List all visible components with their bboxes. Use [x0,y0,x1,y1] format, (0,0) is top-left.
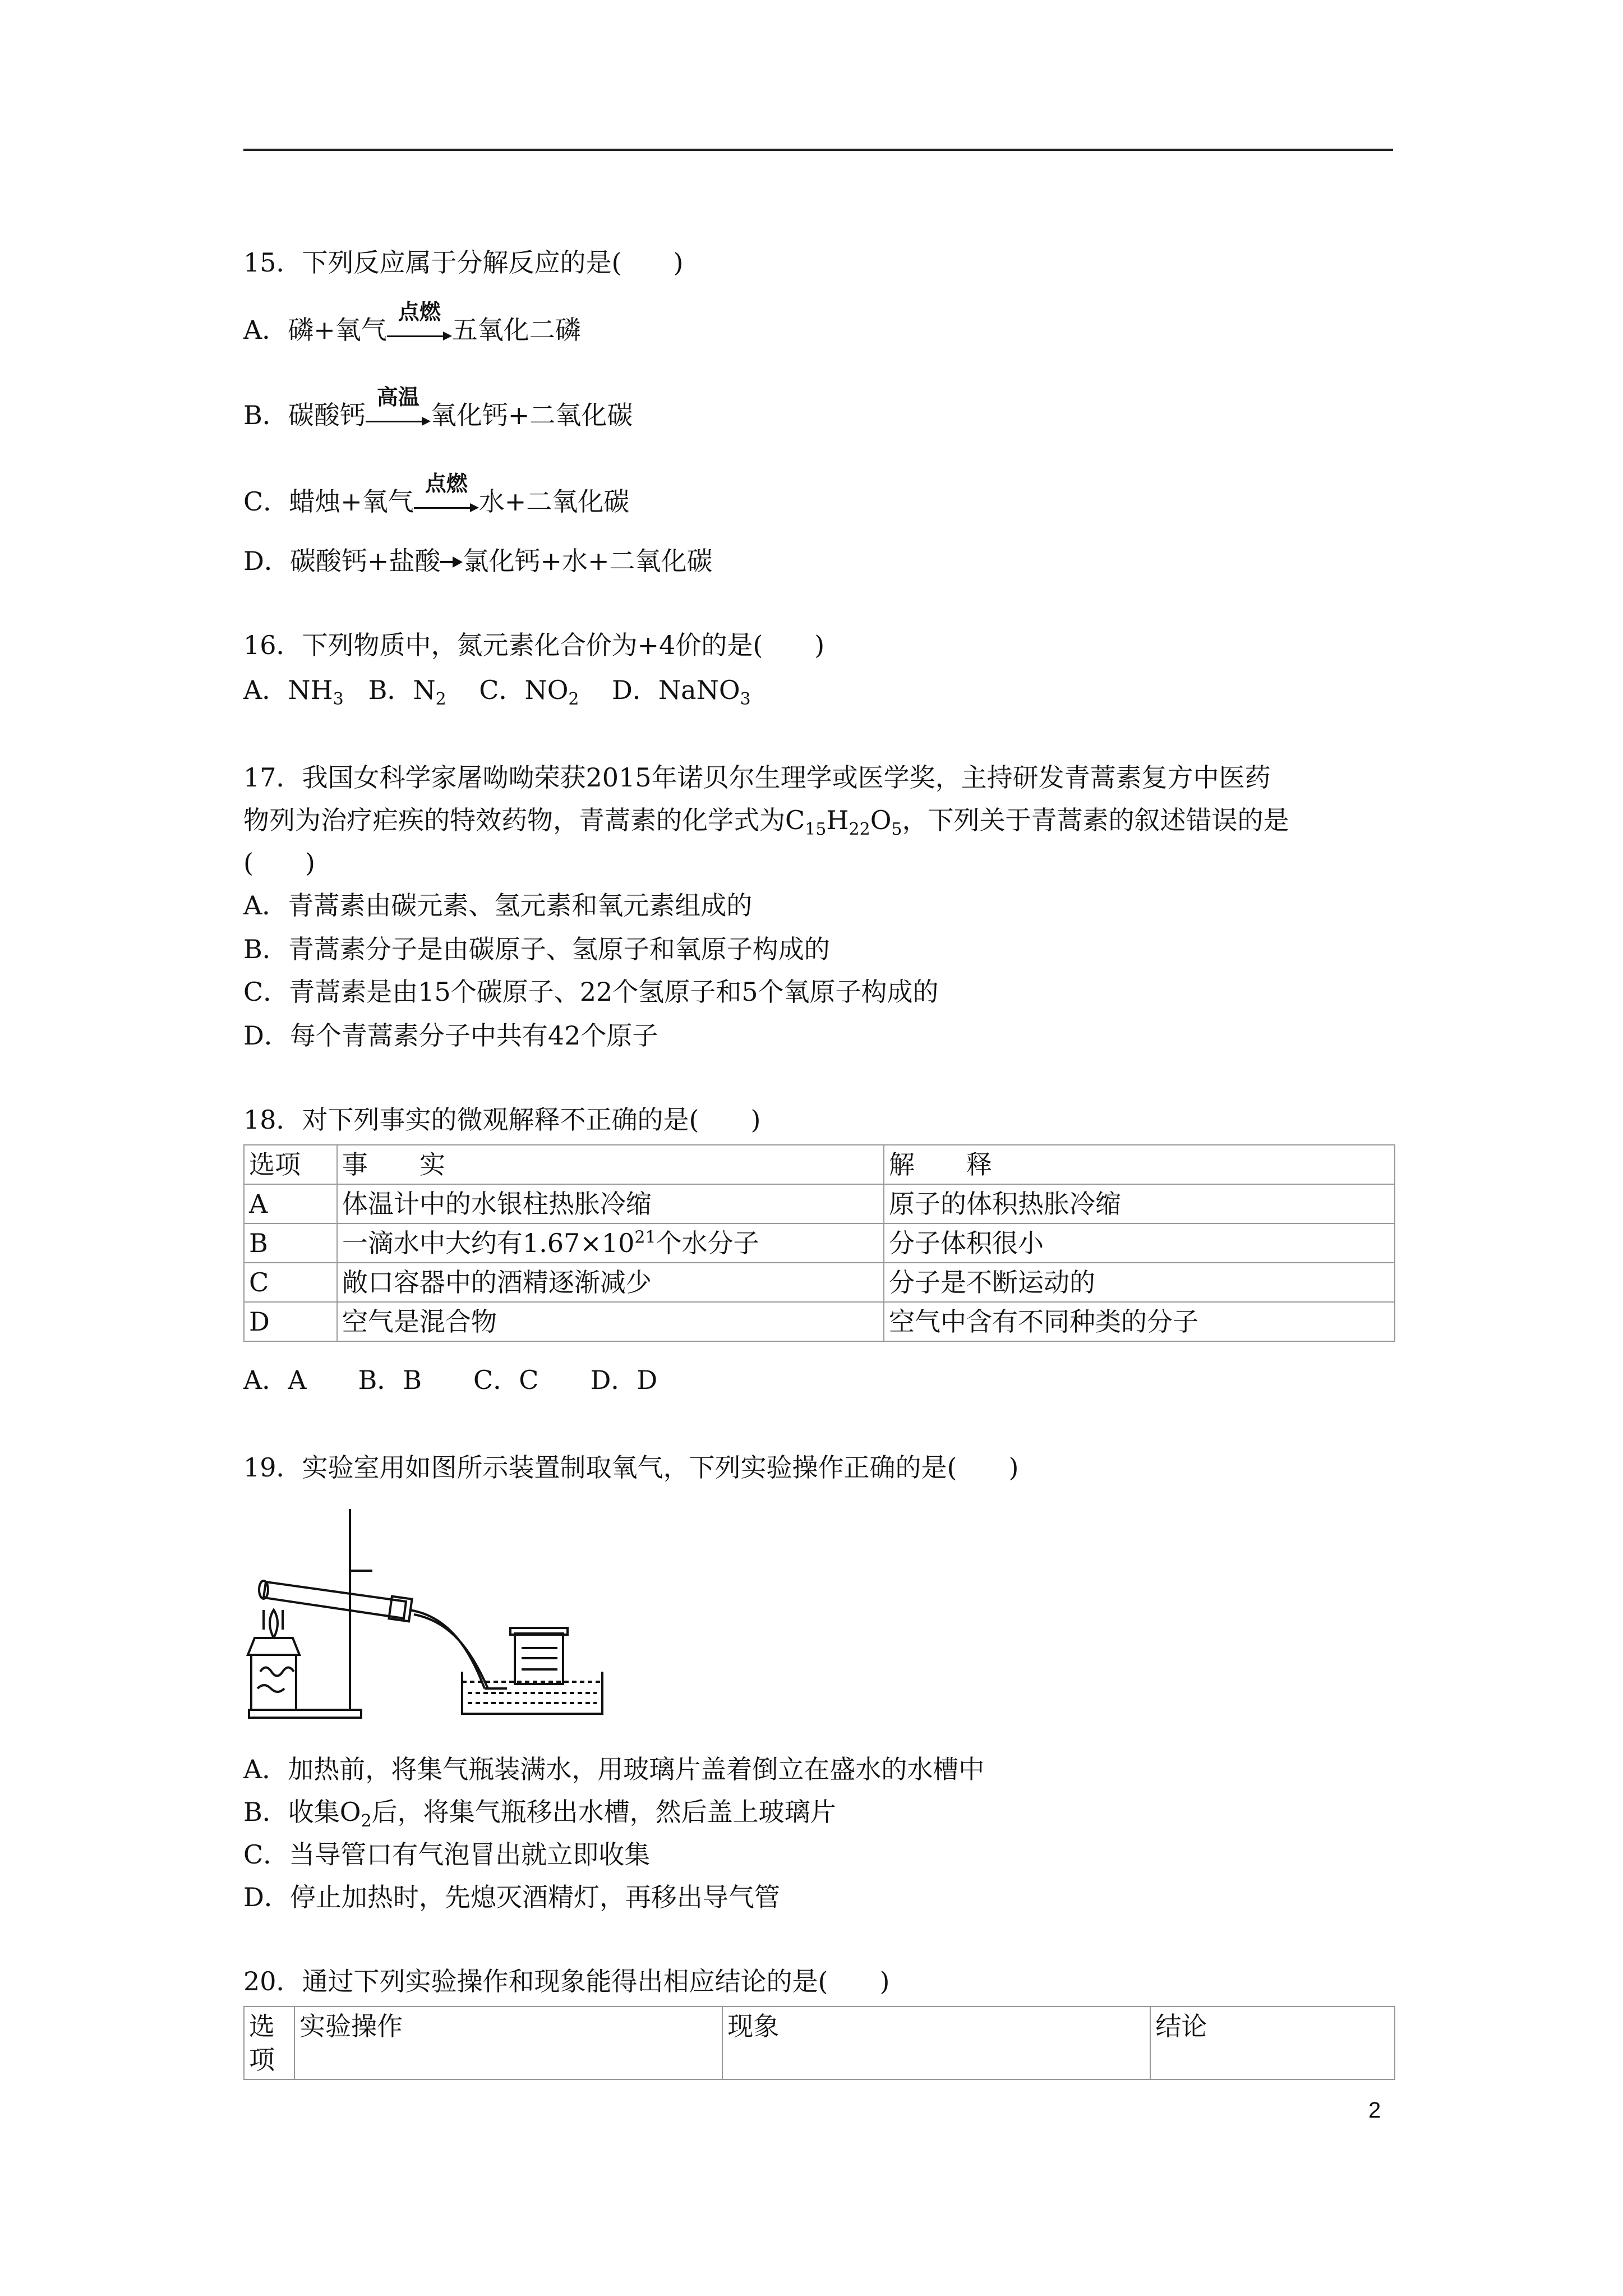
q17-option-a: A．青蒿素由碳元素、氢元素和氧元素组成的 [243,890,753,921]
table-cell: 空气中含有不同种类的分子 [884,1302,1395,1341]
q19-option-c: C．当导管口有气泡冒出就立即收集 [243,1839,651,1870]
q19-option-a: A．加热前，将集气瓶装满水，用玻璃片盖着倒立在盛水的水槽中 [243,1754,985,1784]
q17-option-b: B．青蒿素分子是由碳原子、氢原子和氧原子构成的 [243,934,830,964]
q15-stem: 15．下列反应属于分解反应的是( ) [243,247,684,278]
table-row [244,1184,1395,1223]
table-cell: A [244,1184,337,1223]
page-number: 2 [1368,2098,1381,2123]
products: 五氧化二磷 [451,315,581,345]
table-cell: 原子的体积热胀冷缩 [884,1184,1395,1223]
q17-option-c: C．青蒿素是由15个碳原子、22个氢原子和5个氧原子构成的 [243,977,939,1007]
reaction-arrow-icon [366,385,431,432]
header-rule [243,149,1393,151]
q18-stem: 18．对下列事实的微观解释不正确的是( ) [243,1105,761,1135]
reaction-condition: 点燃 [398,300,441,324]
option-label: D． [243,546,290,576]
q18-table [243,1144,1395,1342]
table-header-row [244,1145,1395,1184]
table-cell: 空气是混合物 [337,1302,884,1341]
q15-option-b [243,385,633,432]
oxygen-apparatus-diagram [243,1503,737,1728]
q15-option-c [243,471,630,518]
reaction-condition: 点燃 [425,471,468,496]
q17-stem-line3: ( ) [243,848,315,878]
option-label: A． [243,315,288,345]
table-row [244,1263,1395,1302]
q19-option-d: D．停止加热时，先熄灭酒精灯，再移出导气管 [243,1882,780,1912]
table-cell: 分子体积很小 [884,1223,1395,1263]
table-header-row [244,2007,1395,2079]
table-cell: 一滴水中大约有$1.67\times 10^{21}$个水分子 [337,1223,884,1263]
option-label: B． [243,400,288,430]
option-label: C． [243,486,289,517]
q17-stem-line2: 物列为治疗疟疾的特效药物，青蒿素的化学式为$C_{15}H_{22}O_5$，下列关于青蒿素的叙述错误的是 [243,805,1289,840]
reactants: 磷+氧气 [288,315,387,345]
header-cell: 现象 [722,2007,1150,2079]
table-cell: 敞口容器中的酒精逐渐减少 [337,1263,884,1302]
q16-option-a: A．$NH_3$ [243,675,344,710]
reactants: 蜡烛+氧气 [289,486,414,517]
reactants: 碳酸钙+盐酸 [289,546,441,576]
products: 水+二氧化碳 [478,486,630,517]
q16-option-d: D．NaNO$_3$ [612,675,751,710]
reaction-arrow-icon [387,300,452,347]
q15-option-a [243,300,581,347]
reaction-arrow-icon [440,544,463,578]
header-cell: 事 实 [337,1145,884,1184]
products: 氯化钙+水+二氧化碳 [463,546,713,576]
q20-stem: 20．通过下列实验操作和现象能得出相应结论的是( ) [243,1966,890,1996]
table-cell: 体温计中的水银柱热胀冷缩 [337,1184,884,1223]
header-cell: 结论 [1150,2007,1395,2079]
header-cell: 选项 [244,1145,337,1184]
q17-option-d: D．每个青蒿素分子中共有42个原子 [243,1020,658,1051]
reaction-arrow-icon [414,471,479,518]
table-cell: B [244,1223,337,1263]
header-cell: 实验操作 [294,2007,722,2079]
reactants: 碳酸钙 [288,400,366,430]
q16-stem: 16．下列物质中，氮元素化合价为+4价的是( ) [243,630,825,660]
q18-answer-options: A．A B．B C．C D．D [243,1365,658,1395]
q16-option-b: B．$N_2$ [368,675,446,710]
reaction-condition: 高温 [376,385,419,409]
q19-option-b: B．收集$O_2$后，将集气瓶移出水槽，然后盖上玻璃片 [243,1797,836,1832]
products: 氧化钙+二氧化碳 [430,400,633,430]
table-cell: 分子是不断运动的 [884,1263,1395,1302]
q19-stem: 19．实验室用如图所示装置制取氧气，下列实验操作正确的是( ) [243,1452,1019,1483]
header-cell: 解 释 [884,1145,1395,1184]
table-cell: D [244,1302,337,1341]
q17-stem-line1: 17．我国女科学家屠呦呦荣获2015年诺贝尔生理学或医学奖，主持研发青蒿素复方中医药 [243,762,1271,793]
q16-options [243,673,751,710]
header-cell: 选 项 [244,2007,294,2079]
table-row [244,1223,1395,1263]
table-cell: C [244,1263,337,1302]
table-row [244,1302,1395,1341]
q16-option-c: C．$NO_2$ [479,675,579,710]
q20-table [243,2006,1395,2080]
q15-option-d [243,544,713,578]
